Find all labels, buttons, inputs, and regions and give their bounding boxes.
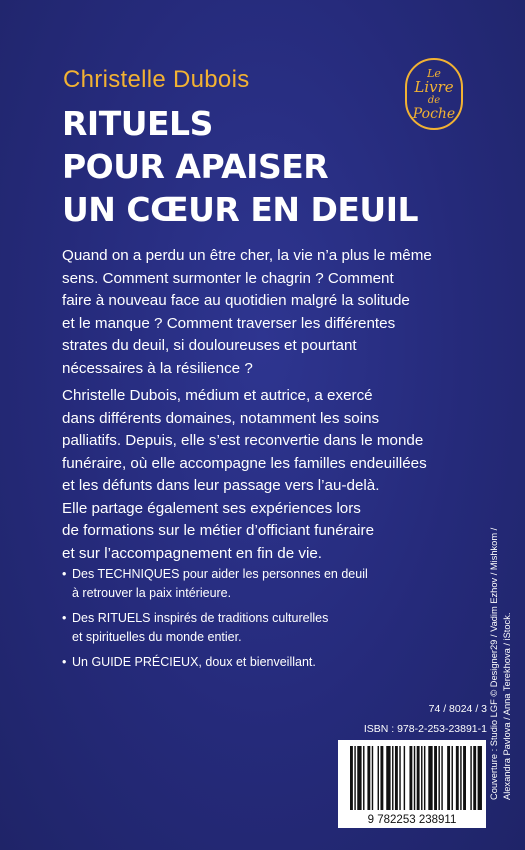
text-line: Des RITUELS inspirés de traditions culturelles [72, 611, 329, 625]
text-line: nécessaires à la résilience ? [62, 359, 253, 377]
barcode-bar [463, 746, 466, 810]
list-item [62, 609, 442, 646]
text-line: faire à nouveau face au quotidien malgré la solitude [62, 292, 410, 309]
barcode-bar [378, 746, 379, 810]
credit-line: Couverture : Studio LGF © Designer29 / Vadim Ezhov / Mishkom / [489, 527, 499, 800]
author-bio-paragraph [62, 385, 442, 565]
text-line: palliatifs. Depuis, elle s’est reconvertie dans le monde [62, 432, 424, 449]
author-name: Christelle Dubois [63, 66, 250, 93]
barcode-bar [438, 746, 439, 810]
barcode-bar [417, 746, 420, 810]
logo-text: Livre [414, 77, 454, 96]
credit-line: Alexandra Pavlova / Anna Terekhova / iStock. [501, 612, 512, 800]
barcode-bar [421, 746, 422, 810]
catalog-info [364, 702, 487, 736]
publisher-logo [405, 58, 463, 130]
barcode-bar [395, 746, 398, 810]
barcode-bar [363, 746, 364, 810]
list-item [62, 565, 442, 602]
barcode-bar [367, 746, 370, 810]
barcode-bar [399, 746, 400, 810]
barcode-bar [470, 746, 471, 810]
text-line: et le manque ? Comment traverser les différentes [62, 314, 396, 332]
text-line: Christelle Dubois, médium et autrice, a exercé [62, 387, 373, 404]
barcode-bar [428, 746, 432, 810]
barcode-bar [478, 746, 482, 810]
text-line: Elle partage également ses expériences lors [62, 499, 361, 517]
bullet-icon: • [62, 655, 67, 669]
text-line: sens. Comment surmonter le chagrin ? Comment [62, 269, 394, 287]
text-line: de formations sur le métier d’officiant funéraire [62, 522, 375, 539]
barcode-bar [424, 746, 425, 810]
logo-text: Le [427, 66, 441, 80]
barcode-bar [434, 746, 437, 810]
barcode-bar [404, 746, 405, 810]
barcode-digits: 9 782253 238911 [367, 814, 457, 826]
text-line: Un GUIDE PRÉCIEUX, doux et bienveillant. [72, 655, 316, 669]
summary-paragraph [62, 245, 442, 380]
logo-text: de [427, 94, 441, 106]
barcode-bar [456, 746, 459, 810]
bullet-icon: • [62, 611, 67, 625]
text-line: Quand on a perdu un être cher, la vie n’a plus le même [62, 247, 432, 264]
barcode-bar [380, 746, 383, 810]
barcode-bar [473, 746, 476, 810]
title-line: RITUELS [62, 104, 213, 143]
list-item [62, 653, 442, 672]
isbn-number: ISBN : 978-2-253-23891-1 [363, 723, 487, 735]
barcode-graphic [338, 740, 486, 828]
barcode-bar [386, 746, 390, 810]
barcode-bar [350, 746, 353, 810]
barcode-bar [452, 746, 453, 810]
logo-text: Poche [412, 105, 456, 122]
barcode-bar [460, 746, 461, 810]
barcode-bar [414, 746, 415, 810]
text-line: dans différents domaines, notamment les soins [62, 409, 380, 427]
barcode-bar [392, 746, 393, 810]
text-line: funéraire, où elle accompagne les familles endeuillées [62, 454, 427, 472]
book-title [62, 102, 422, 231]
barcode-bar [447, 746, 450, 810]
text-line: et spirituelles du monde entier. [72, 629, 242, 644]
barcode-bar [441, 746, 442, 810]
bullet-icon: • [62, 567, 67, 581]
text-line: et les défunts dans leur passage vers l’au-delà. [62, 477, 380, 494]
text-line: et sur l’accompagnement en fin de vie. [62, 544, 323, 562]
text-line: strates du deuil, si douloureuses et pourtant [62, 337, 357, 354]
feature-list [62, 565, 442, 679]
catalog-code: 74 / 8024 / 3 [428, 703, 487, 715]
barcode-bar [372, 746, 373, 810]
barcode [338, 740, 486, 828]
barcode-bar [409, 746, 412, 810]
title-line: POUR APAISER [62, 147, 329, 186]
barcode-bar [354, 746, 355, 810]
text-line: à retrouver la paix intérieure. [72, 585, 232, 600]
title-line: UN CŒUR EN DEUIL [62, 190, 419, 229]
barcode-bar [357, 746, 361, 810]
text-line: Des TECHNIQUES pour aider les personnes en deuil [72, 567, 368, 581]
cover-credits [488, 510, 513, 800]
